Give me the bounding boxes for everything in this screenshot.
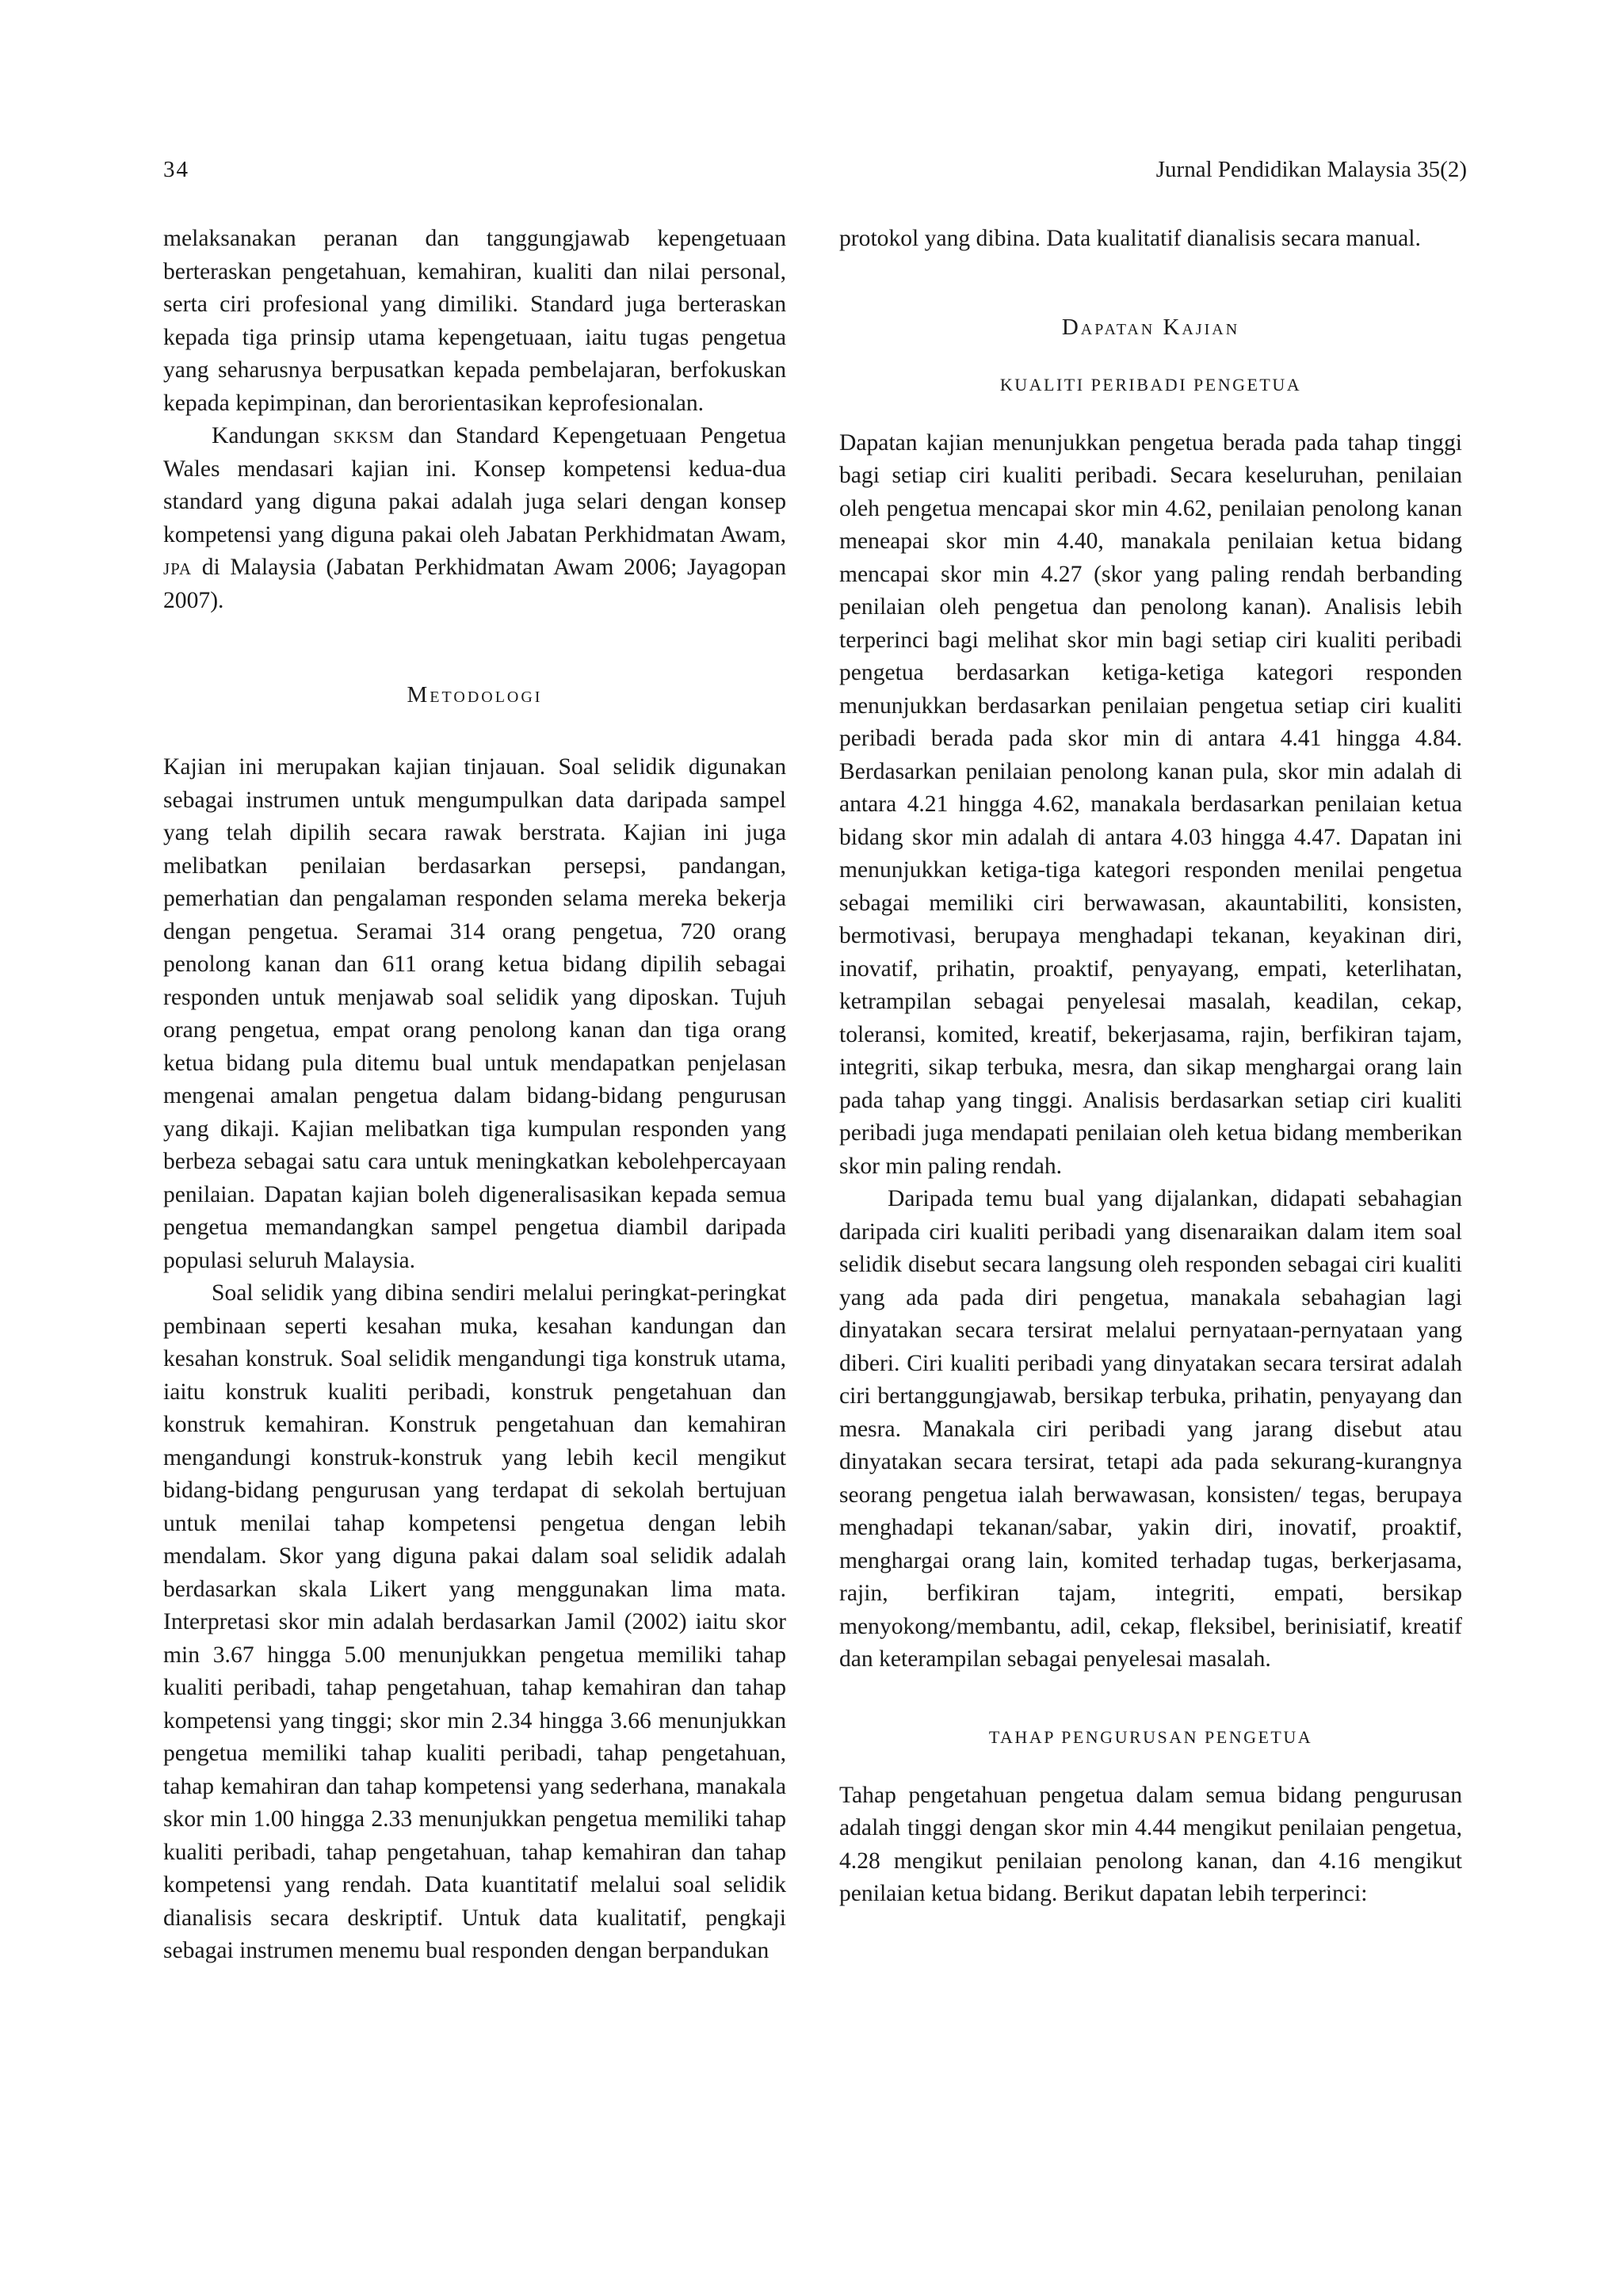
- paragraph-dapatan-kualiti: Dapatan kajian menunjukkan pengetua berada pada tahap tinggi bagi setiap ciri kualiti peribadi. Secara keseluruhan, penilaian oleh pengetua mencapai skor min 4.62, penilaian penolong kanan meneapai skor min 4.40, manakala penilaian ketua bidang mencapai skor min 4.27 (skor yang paling rendah berbanding penilaian oleh pengetua dan penolong kanan). Analisis lebih terperinci bagi melihat skor min bagi setiap ciri kualiti peribadi pengetua berdasarkan ketiga-ketiga kategori responden menunjukkan berdasarkan penilaian pengetua setiap ciri kualiti peribadi berada pada skor min di antara 4.41 hingga 4.84. Berdasarkan penilaian penolong kanan pula, skor min adalah di antara 4.21 hingga 4.62, manakala berdasarkan penilaian ketua bidang skor min adalah di antara 4.03 hingga 4.47. Dapatan ini menunjukkan ketiga-tiga kategori responden menilai pengetua sebagai memiliki ciri berwawasan, akauntabiliti, konsisten, bermotivasi, berupaya menghadapi tekanan, keyakinan diri, inovatif, prihatin, proaktif, penyayang, empati, keterlihatan, ketrampilan sebagai penyelesai masalah, keadilan, cekap, toleransi, komited, kreatif, bekerjasama, rajin, berfikiran tajam, integriti, sikap terbuka, mesra, dan sikap menghargai orang lain pada tahap yang tinggi. Analisis berdasarkan setiap ciri kualiti peribadi juga mendapati penilaian oleh ketua bidang memberikan skor min paling rendah.: [839, 429, 1462, 1179]
- paragraph-standard-continuation: melaksanakan peranan dan tanggungjawab kepengetuaan berteraskan pengetahuan, kemahiran, kualiti dan nilai personal, serta ciri profesional yang dimiliki. Standard juga berteraskan kepada tiga prinsip utama kepengetuaan, iaitu tugas pengetua yang seharusnya berpusatkan kepada pembelajaran, berfokuskan kepada kepimpinan, dan berorientasikan keprofesionalan.: [163, 226, 786, 416]
- journal-title: Jurnal Pendidikan Malaysia 35(2): [1155, 157, 1467, 182]
- abbr-jpa: jpa: [163, 555, 193, 580]
- paragraph-temu-bual: Daripada temu bual yang dijalankan, didapati sebahagian daripada ciri kualiti peribadi yang disenaraikan dalam item soal selidik disebut secara langsung oleh responden sebagai ciri kualiti yang ada pada diri pengetua, manakala sebahagian lagi dinyatakan secara tersirat melalui pernyataan-pernyataan yang diberi. Ciri kualiti peribadi yang dinyatakan secara tersirat adalah ciri bertanggungjawab, bersikap terbuka, prihatin, penyayang dan mesra. Manakala ciri peribadi yang jarang disebut atau dinyatakan secara tersirat, tetapi ada pada sekurang-kurangnya seorang pengetua ialah berwawasan, konsisten/ tegas, berupaya menghadapi tekanan/sabar, yakin diri, inovatif, proaktif, menghargai orang lain, komited terhadap tugas, berkerjasama, rajin, berfikiran tajam, integriti, empati, bersikap menyokong/membantu, adil, cekap, fleksibel, berinisiatif, kreatif dan keterampilan sebagai penyelesai masalah.: [839, 1186, 1462, 1672]
- heading-dapatan-kajian: Dapatan Kajian: [1061, 314, 1240, 340]
- left-column: [163, 223, 786, 1968]
- paragraph-kajian-tinjauan: Kajian ini merupakan kajian tinjauan. Soal selidik digunakan sebagai instrumen untuk mengumpulkan data daripada sampel yang telah dipilih secara rawak berstrata. Kajian ini juga melibatkan penilaian berdasarkan persepsi, pandangan, pemerhatian dan pengalaman responden selama mereka bekerja dengan pengetua. Seramai 314 orang pengetua, 720 orang penolong kanan dan 611 orang ketua bidang dipilih sebagai responden untuk menjawab soal selidik yang diposkan. Tujuh orang pengetua, empat orang penolong kanan dan tiga orang ketua bidang pula ditemu bual untuk mendapatkan penjelasan mengenai amalan pengetua dalam bidang-bidang pengurusan yang dikaji. Kajian melibatkan tiga kumpulan responden yang berbeza sebagai satu cara untuk meningkatkan kebolehpercayaan penilaian. Dapatan kajian boleh digeneralisasikan kepada semua pengetua memandangkan sampel pengetua diambil daripada populasi seluruh Malaysia.: [163, 754, 786, 1273]
- paragraph-kandungan-start: Kandungan: [212, 423, 334, 448]
- heading-metodologi: Metodologi: [407, 682, 543, 707]
- paragraph-protokol: protokol yang dibina. Data kualitatif dianalisis secara manual.: [839, 226, 1421, 251]
- paragraph-kandungan-mid: dan Standard Kepengetuaan Pengetua Wales mendasari kajian ini. Konsep kompetensi kedua-dua standard yang diguna pakai adalah juga selari dengan konsep kompetensi yang diguna pakai oleh Jabatan Perkhidmatan Awam,: [163, 423, 786, 547]
- page-number: 34: [163, 157, 189, 182]
- paragraph-kandungan-end: di Malaysia (Jabatan Perkhidmatan Awam 2006; Jayagopan 2007).: [163, 555, 786, 613]
- subheading-kualiti-peribadi: KUALITI PERIBADI PENGETUA: [999, 374, 1302, 395]
- paragraph-kandungan: [163, 420, 786, 617]
- right-column: [839, 223, 1462, 1911]
- abbr-skksm: skksm: [333, 423, 395, 448]
- paragraph-tahap-pengetahuan: Tahap pengetahuan pengetua dalam semua bidang pengurusan adalah tinggi dengan skor min 4.44 mengikut penilaian pengetua, 4.28 mengikut penilaian penolong kanan, dan 4.16 mengikut penilaian ketua bidang. Berikut dapatan lebih terperinci:: [839, 1782, 1462, 1906]
- paragraph-soal-selidik: Soal selidik yang dibina sendiri melalui peringkat-peringkat pembinaan seperti kesahan muka, kesahan kandungan dan kesahan konstruk. Soal selidik mengandungi tiga konstruk utama, iaitu konstruk kualiti peribadi, konstruk pengetahuan dan konstruk kemahiran. Konstruk pengetahuan dan kemahiran mengandungi konstruk-konstruk yang lebih kecil mengikut bidang-bidang pengurusan yang terdapat di sekolah bertujuan untuk menilai tahap kompetensi pengetua dengan lebih mendalam. Skor yang diguna pakai dalam soal selidik adalah berdasarkan skala Likert yang menggunakan lima mata. Interpretasi skor min adalah berdasarkan Jamil (2002) iaitu skor min 3.67 hingga 5.00 menunjukkan pengetua memiliki tahap kualiti peribadi, tahap pengetahuan, tahap kemahiran dan tahap kompetensi yang tinggi; skor min 2.34 hingga 3.66 menunjukkan pengetua memiliki tahap kualiti peribadi, tahap pengetahuan, tahap kemahiran dan tahap kompetensi yang sederhana, manakala skor min 1.00 hingga 2.33 menunjukkan pengetua memiliki tahap kualiti peribadi, tahap pengetahuan, tahap kemahiran dan tahap kompetensi yang rendah. Data kuantitatif melalui soal selidik dianalisis secara deskriptif. Untuk data kualitatif, pengkaji sebagai instrumen menemu bual responden dengan berpandukan: [163, 1280, 786, 1963]
- subheading-tahap-pengurusan: TAHAP PENGURUSAN PENGETUA: [988, 1726, 1313, 1747]
